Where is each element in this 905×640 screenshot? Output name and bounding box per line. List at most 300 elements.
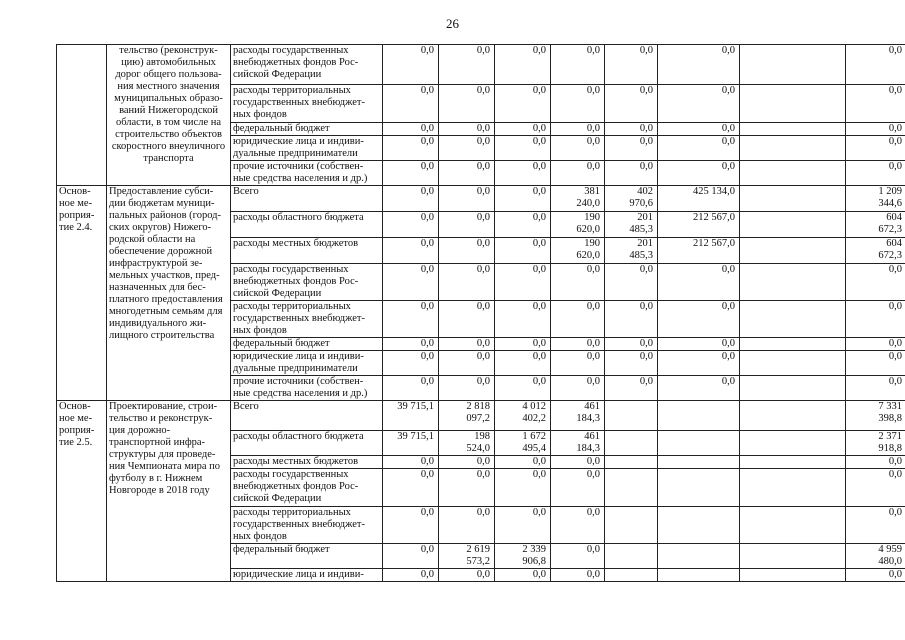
value-cell — [495, 469, 551, 507]
text-line: 0,0 — [586, 85, 600, 96]
value-cell — [846, 186, 905, 212]
text-line: ные средства населения и др.) — [233, 173, 368, 184]
value-cell — [846, 507, 905, 544]
value-cell — [383, 456, 439, 469]
text-line: тельство и реконструк- — [109, 413, 213, 424]
text-line: 39 715,1 — [397, 401, 434, 412]
text-line: 0,0 — [476, 161, 490, 172]
funding-source-cell — [231, 123, 383, 136]
text-line: 0,0 — [639, 123, 653, 134]
text-line: ния Чемпионата мира по — [109, 461, 220, 472]
text-line: 0,0 — [476, 469, 490, 480]
text-line: 381 — [584, 186, 600, 197]
value-cell — [846, 161, 905, 186]
text-line: 0,0 — [586, 264, 600, 275]
value-cell — [740, 544, 846, 569]
text-line: тельство (реконструк- — [119, 45, 218, 56]
budget-table — [56, 44, 905, 582]
measure-name-cell — [107, 186, 231, 401]
value-cell — [551, 45, 605, 85]
value-cell — [383, 45, 439, 85]
value-cell — [605, 544, 658, 569]
value-cell — [495, 136, 551, 161]
value-cell — [846, 85, 905, 123]
value-cell — [658, 376, 740, 401]
text-line: юридические лица и индиви- — [233, 136, 364, 147]
text-line: 0,0 — [586, 507, 600, 518]
text-line: 398,8 — [878, 413, 902, 424]
text-line: 906,8 — [522, 556, 546, 567]
value-cell — [551, 301, 605, 338]
value-cell — [551, 123, 605, 136]
text-line: роприя- — [59, 210, 95, 221]
text-line: 0,0 — [420, 45, 434, 56]
text-line: 0,0 — [639, 301, 653, 312]
text-line: 461 — [584, 431, 600, 442]
value-cell — [383, 123, 439, 136]
value-cell — [383, 544, 439, 569]
value-cell — [846, 456, 905, 469]
value-cell — [658, 45, 740, 85]
text-line: сийской Федерации — [233, 288, 322, 299]
value-cell — [551, 544, 605, 569]
text-line: расходы областного бюджета — [233, 212, 364, 223]
text-line: 485,3 — [629, 224, 653, 235]
value-cell — [658, 569, 740, 582]
text-line: 0,0 — [476, 351, 490, 362]
value-cell — [846, 469, 905, 507]
text-line: 2 818 — [466, 401, 490, 412]
value-cell — [495, 569, 551, 582]
value-cell — [495, 123, 551, 136]
text-line: 0,0 — [532, 351, 546, 362]
value-cell — [740, 45, 846, 85]
value-cell — [495, 544, 551, 569]
text-line: 0,0 — [888, 301, 902, 312]
value-cell — [495, 186, 551, 212]
value-cell — [551, 264, 605, 301]
text-line: 0,0 — [721, 338, 735, 349]
value-cell — [551, 376, 605, 401]
text-line: 672,3 — [878, 250, 902, 261]
text-line: 2 619 — [466, 544, 490, 555]
value-cell — [383, 264, 439, 301]
value-cell — [740, 85, 846, 123]
text-line: платного предоставления — [109, 294, 223, 305]
funding-source-cell — [231, 238, 383, 264]
text-line: 0,0 — [721, 264, 735, 275]
value-cell — [658, 123, 740, 136]
text-line: федеральный бюджет — [233, 544, 330, 555]
funding-source-cell — [231, 507, 383, 544]
value-cell — [605, 264, 658, 301]
value-cell — [740, 136, 846, 161]
value-cell — [551, 469, 605, 507]
text-line: 0,0 — [476, 569, 490, 580]
value-cell — [383, 431, 439, 456]
text-line: ных фондов — [233, 325, 287, 336]
measure-code-cell — [57, 186, 107, 401]
text-line: Проектирование, строи- — [109, 401, 218, 412]
value-cell — [605, 569, 658, 582]
value-cell — [605, 338, 658, 351]
value-cell — [495, 45, 551, 85]
text-line: внебюджетных фондов Рос- — [233, 481, 359, 492]
text-line: 620,0 — [576, 224, 600, 235]
value-cell — [605, 431, 658, 456]
text-line: 344,6 — [878, 198, 902, 209]
text-line: ция дорожно- — [109, 425, 171, 436]
text-line: 0,0 — [721, 161, 735, 172]
value-cell — [740, 507, 846, 544]
text-line: 0,0 — [476, 212, 490, 223]
text-line: 0,0 — [420, 338, 434, 349]
text-line: 0,0 — [639, 351, 653, 362]
text-line: строительство объектов — [115, 129, 222, 140]
text-line: 0,0 — [888, 338, 902, 349]
measure-name-cell — [107, 401, 231, 582]
text-line: 1 672 — [522, 431, 546, 442]
value-cell — [740, 123, 846, 136]
value-cell — [551, 431, 605, 456]
text-line: 402 — [637, 186, 653, 197]
value-cell — [383, 469, 439, 507]
text-line: 0,0 — [420, 376, 434, 387]
text-line: прочие источники (собствен- — [233, 376, 364, 387]
text-line: 0,0 — [420, 161, 434, 172]
text-line: 0,0 — [639, 161, 653, 172]
text-line: ное ме- — [59, 198, 93, 209]
value-cell — [495, 401, 551, 431]
text-line: 0,0 — [532, 507, 546, 518]
funding-source-cell — [231, 401, 383, 431]
text-line: 201 — [637, 238, 653, 249]
text-line: 240,0 — [576, 198, 600, 209]
text-line: муниципальных образо- — [114, 93, 223, 104]
funding-source-cell — [231, 161, 383, 186]
text-line: 0,0 — [476, 264, 490, 275]
text-line: расходы областного бюджета — [233, 431, 364, 442]
funding-source-cell — [231, 544, 383, 569]
value-cell — [495, 212, 551, 238]
text-line: цию) автомобильных — [121, 57, 216, 68]
text-line: 0,0 — [586, 376, 600, 387]
text-line: расходы местных бюджетов — [233, 456, 359, 467]
value-cell — [658, 338, 740, 351]
value-cell — [551, 456, 605, 469]
text-line: 0,0 — [532, 238, 546, 249]
value-cell — [658, 351, 740, 376]
value-cell — [658, 544, 740, 569]
value-cell — [605, 456, 658, 469]
value-cell — [439, 351, 495, 376]
value-cell — [551, 85, 605, 123]
text-line: 0,0 — [532, 569, 546, 580]
value-cell — [658, 456, 740, 469]
value-cell — [495, 301, 551, 338]
text-line: 0,0 — [586, 544, 600, 555]
text-line: инфраструктурой зе- — [109, 258, 203, 269]
text-line: 190 — [584, 212, 600, 223]
text-line: 0,0 — [721, 376, 735, 387]
page-number: 26 — [446, 16, 459, 31]
text-line: федеральный бюджет — [233, 338, 330, 349]
text-line: 0,0 — [532, 212, 546, 223]
value-cell — [740, 212, 846, 238]
value-cell — [740, 351, 846, 376]
text-line: 620,0 — [576, 250, 600, 261]
value-cell — [383, 186, 439, 212]
value-cell — [551, 212, 605, 238]
text-line: 0,0 — [586, 161, 600, 172]
text-line: 0,0 — [420, 186, 434, 197]
value-cell — [605, 351, 658, 376]
text-line: 0,0 — [639, 264, 653, 275]
value-cell — [495, 338, 551, 351]
text-line: 0,0 — [532, 301, 546, 312]
value-cell — [605, 507, 658, 544]
text-line: юридические лица и индиви- — [233, 351, 364, 362]
measure-code-cell — [57, 45, 107, 186]
value-cell — [495, 376, 551, 401]
text-line: 4 012 — [522, 401, 546, 412]
value-cell — [658, 212, 740, 238]
text-line: Всего — [233, 401, 259, 412]
text-line: расходы территориальных — [233, 507, 351, 518]
value-cell — [846, 136, 905, 161]
text-line: 212 567,0 — [693, 238, 735, 249]
text-line: государственных внебюджет- — [233, 313, 365, 324]
text-line: расходы территориальных — [233, 85, 351, 96]
text-line: сийской Федерации — [233, 493, 322, 504]
text-line: 0,0 — [476, 507, 490, 518]
text-line: 0,0 — [532, 123, 546, 134]
text-line: 480,0 — [878, 556, 902, 567]
text-line: 2 371 — [878, 431, 902, 442]
text-line: 0,0 — [476, 456, 490, 467]
text-line: прочие источники (собствен- — [233, 161, 364, 172]
text-line: 0,0 — [476, 85, 490, 96]
text-line: 212 567,0 — [693, 212, 735, 223]
text-line: 0,0 — [532, 186, 546, 197]
text-line: 0,0 — [888, 123, 902, 134]
funding-source-cell — [231, 351, 383, 376]
value-cell — [439, 238, 495, 264]
value-cell — [605, 45, 658, 85]
value-cell — [740, 401, 846, 431]
text-line: 0,0 — [532, 456, 546, 467]
text-line: 485,3 — [629, 250, 653, 261]
text-line: транспорта — [143, 153, 194, 164]
text-line: расходы местных бюджетов — [233, 238, 359, 249]
text-line: обеспечение дорожной — [109, 246, 213, 257]
value-cell — [383, 136, 439, 161]
text-line: расходы территориальных — [233, 301, 351, 312]
funding-source-cell — [231, 431, 383, 456]
value-cell — [551, 507, 605, 544]
text-line: 0,0 — [476, 123, 490, 134]
text-line: 0,0 — [639, 338, 653, 349]
value-cell — [658, 469, 740, 507]
value-cell — [551, 186, 605, 212]
value-cell — [740, 264, 846, 301]
value-cell — [439, 212, 495, 238]
text-line: Всего — [233, 186, 259, 197]
value-cell — [495, 507, 551, 544]
text-line: ных фондов — [233, 109, 287, 120]
text-line: 0,0 — [476, 301, 490, 312]
value-cell — [846, 238, 905, 264]
text-line: 0,0 — [586, 351, 600, 362]
value-cell — [605, 212, 658, 238]
text-line: 604 — [886, 238, 902, 249]
value-cell — [740, 186, 846, 212]
funding-source-cell — [231, 186, 383, 212]
value-cell — [439, 186, 495, 212]
text-line: 2 339 — [522, 544, 546, 555]
text-line: 0,0 — [420, 238, 434, 249]
text-line: 0,0 — [586, 469, 600, 480]
text-line: 0,0 — [888, 376, 902, 387]
text-line: 0,0 — [532, 85, 546, 96]
value-cell — [551, 401, 605, 431]
text-line: 0,0 — [721, 301, 735, 312]
text-line: расходы государственных — [233, 45, 349, 56]
text-line: 461 — [584, 401, 600, 412]
text-line: 495,4 — [522, 443, 546, 454]
value-cell — [740, 431, 846, 456]
text-line: сийской Федерации — [233, 69, 322, 80]
text-line: 0,0 — [420, 123, 434, 134]
text-line: 0,0 — [888, 469, 902, 480]
text-line: 1 209 — [878, 186, 902, 197]
funding-source-cell — [231, 456, 383, 469]
value-cell — [658, 136, 740, 161]
text-line: пальных районов (город- — [109, 210, 222, 221]
value-cell — [551, 351, 605, 376]
value-cell — [439, 544, 495, 569]
text-line: 0,0 — [639, 136, 653, 147]
text-line: лищного строительства — [109, 330, 215, 341]
value-cell — [551, 136, 605, 161]
measure-name-cell — [107, 45, 231, 186]
text-line: 0,0 — [586, 569, 600, 580]
text-line: федеральный бюджет — [233, 123, 330, 134]
value-cell — [605, 136, 658, 161]
value-cell — [846, 338, 905, 351]
text-line: 0,0 — [532, 469, 546, 480]
value-cell — [605, 238, 658, 264]
value-cell — [605, 301, 658, 338]
value-cell — [605, 469, 658, 507]
value-cell — [383, 85, 439, 123]
text-line: 4 959 — [878, 544, 902, 555]
value-cell — [551, 161, 605, 186]
text-line: дии бюджетам муници- — [109, 198, 215, 209]
value-cell — [439, 338, 495, 351]
value-cell — [846, 401, 905, 431]
text-line: 198 — [474, 431, 490, 442]
text-line: 0,0 — [586, 338, 600, 349]
text-line: 524,0 — [466, 443, 490, 454]
value-cell — [439, 401, 495, 431]
value-cell — [846, 212, 905, 238]
text-line: 0,0 — [476, 338, 490, 349]
text-line: 184,3 — [576, 443, 600, 454]
value-cell — [439, 507, 495, 544]
text-line: Основ- — [59, 401, 91, 412]
text-line: 573,2 — [466, 556, 490, 567]
text-line: 0,0 — [639, 376, 653, 387]
budget-table-body — [57, 45, 905, 582]
text-line: 0,0 — [476, 238, 490, 249]
value-cell — [605, 123, 658, 136]
text-line: 0,0 — [420, 469, 434, 480]
value-cell — [439, 85, 495, 123]
value-cell — [846, 123, 905, 136]
text-line: индивидуального жи- — [109, 318, 207, 329]
value-cell — [658, 85, 740, 123]
funding-source-cell — [231, 301, 383, 338]
funding-source-cell — [231, 469, 383, 507]
text-line: внебюджетных фондов Рос- — [233, 57, 359, 68]
funding-source-cell — [231, 264, 383, 301]
value-cell — [740, 238, 846, 264]
text-line: 0,0 — [586, 123, 600, 134]
text-line: государственных внебюджет- — [233, 97, 365, 108]
text-line: 0,0 — [888, 85, 902, 96]
value-cell — [658, 238, 740, 264]
value-cell — [658, 186, 740, 212]
text-line: 0,0 — [888, 456, 902, 467]
text-line: 0,0 — [721, 45, 735, 56]
value-cell — [383, 401, 439, 431]
table-row — [57, 186, 905, 212]
text-line: 0,0 — [721, 136, 735, 147]
text-line: дуальные предприниматели — [233, 148, 358, 159]
value-cell — [605, 376, 658, 401]
text-line: 0,0 — [888, 161, 902, 172]
text-line: 201 — [637, 212, 653, 223]
text-line: государственных внебюджет- — [233, 519, 365, 530]
value-cell — [495, 161, 551, 186]
text-line: 184,3 — [576, 413, 600, 424]
value-cell — [658, 301, 740, 338]
text-line: 970,6 — [629, 198, 653, 209]
text-line: внебюджетных фондов Рос- — [233, 276, 359, 287]
text-line: скоростного внеуличного — [111, 141, 226, 152]
value-cell — [495, 238, 551, 264]
value-cell — [551, 238, 605, 264]
text-line: 402,2 — [522, 413, 546, 424]
text-line: 918,8 — [878, 443, 902, 454]
value-cell — [495, 264, 551, 301]
text-line: 0,0 — [586, 45, 600, 56]
text-line: дорог общего пользова- — [115, 69, 222, 80]
text-line: 0,0 — [586, 136, 600, 147]
text-line: 7 331 — [878, 401, 902, 412]
value-cell — [658, 507, 740, 544]
value-cell — [740, 376, 846, 401]
text-line: многодетным семьям для — [109, 306, 223, 317]
value-cell — [439, 136, 495, 161]
text-line: 0,0 — [532, 338, 546, 349]
text-line: 0,0 — [476, 136, 490, 147]
text-line: ных фондов — [233, 531, 287, 542]
value-cell — [605, 401, 658, 431]
text-line: 0,0 — [888, 569, 902, 580]
value-cell — [383, 301, 439, 338]
